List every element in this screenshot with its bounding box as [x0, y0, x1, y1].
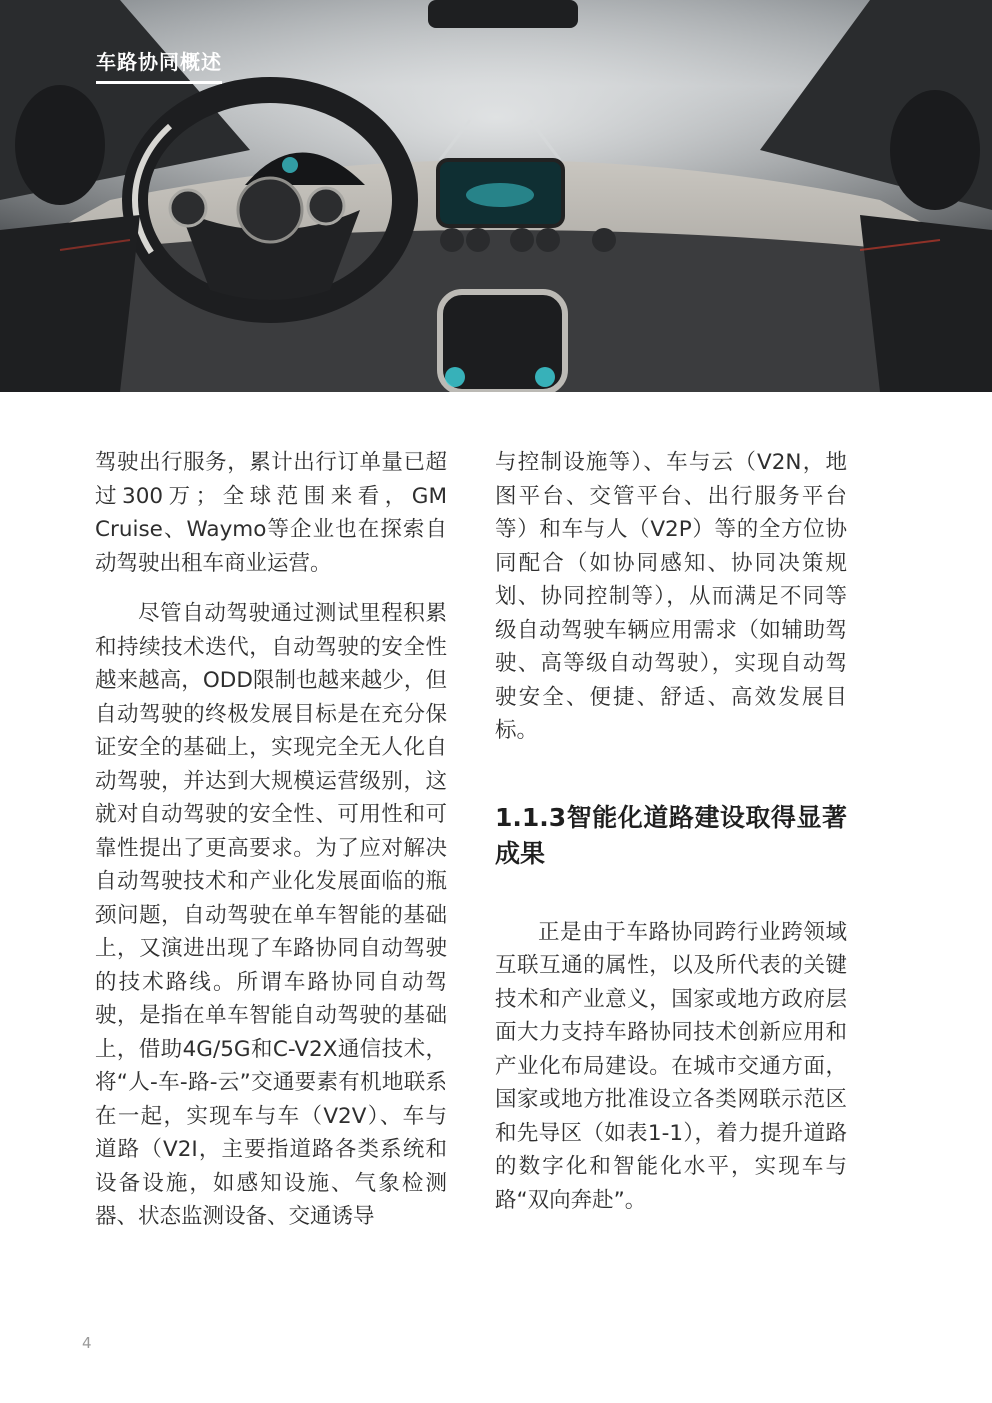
- right-paragraph-1: 与控制设施等）、车与云（V2N，地图平台、交管平台、出行服务平台等）和车与人（V2P）等的全方位协同配合（如协同感知、协同决策规划、协同控制等），从而满足不同等级自动驾驶车辆应用需求（如辅助驾驶、高等级自动驾驶），实现自动驾驶安全、便捷、舒适、高效发展目标。: [495, 450, 847, 743]
- left-paragraph-2: 尽管自动驾驶通过测试里程积累和持续技术迭代，自动驾驶的安全性越来越高，ODD限制也越来越少，但自动驾驶的终极发展目标是在充分保证安全的基础上，实现完全无人化自动驾驶，并达到大规模运营级别，这就对自动驾驶的安全性、可用性和可靠性提出了更高要求。为了应对解决自动驾驶技术和产业化发展面临的瓶颈问题，自动驾驶在单车智能的基础上，又演进出现了车路协同自动驾驶的技术路线。所谓车路协同自动驾驶，是指在单车智能自动驾驶的基础上，借助4G/5G和C-V2X通信技术，将“人-车-路-云”交通要素有机地联系在一起，实现车与车（V2V）、车与道路（V2I，主要指道路各类系统和设备设施，如感知设施、气象检测器、状态监测设备、交通诱导: [95, 601, 447, 1229]
- left-text-column: [95, 446, 447, 1234]
- right-text-column: [495, 446, 847, 1217]
- left-paragraph-1: 驾驶出行服务，累计出行订单量已超过300万；全球范围来看，GM Cruise、Waymo等企业也在探索自动驾驶出租车商业运营。: [95, 450, 447, 576]
- section-tag: 车路协同概述: [96, 46, 222, 84]
- right-paragraph-2: 正是由于车路协同跨行业跨领域互联互通的属性，以及所代表的关键技术和产业意义，国家或地方政府层面大力支持车路协同技术创新应用和产业化布局建设。在城市交通方面，国家或地方批准设立各类网联示范区和先导区（如表1-1），着力提升道路的数字化和智能化水平，实现车与路“双向奔赴”。: [495, 919, 847, 1213]
- hero-image-car-interior: [0, 0, 992, 392]
- section-heading: 1.1.3智能化道路建设取得显著成果: [495, 802, 847, 868]
- page-number: 4: [82, 1334, 92, 1352]
